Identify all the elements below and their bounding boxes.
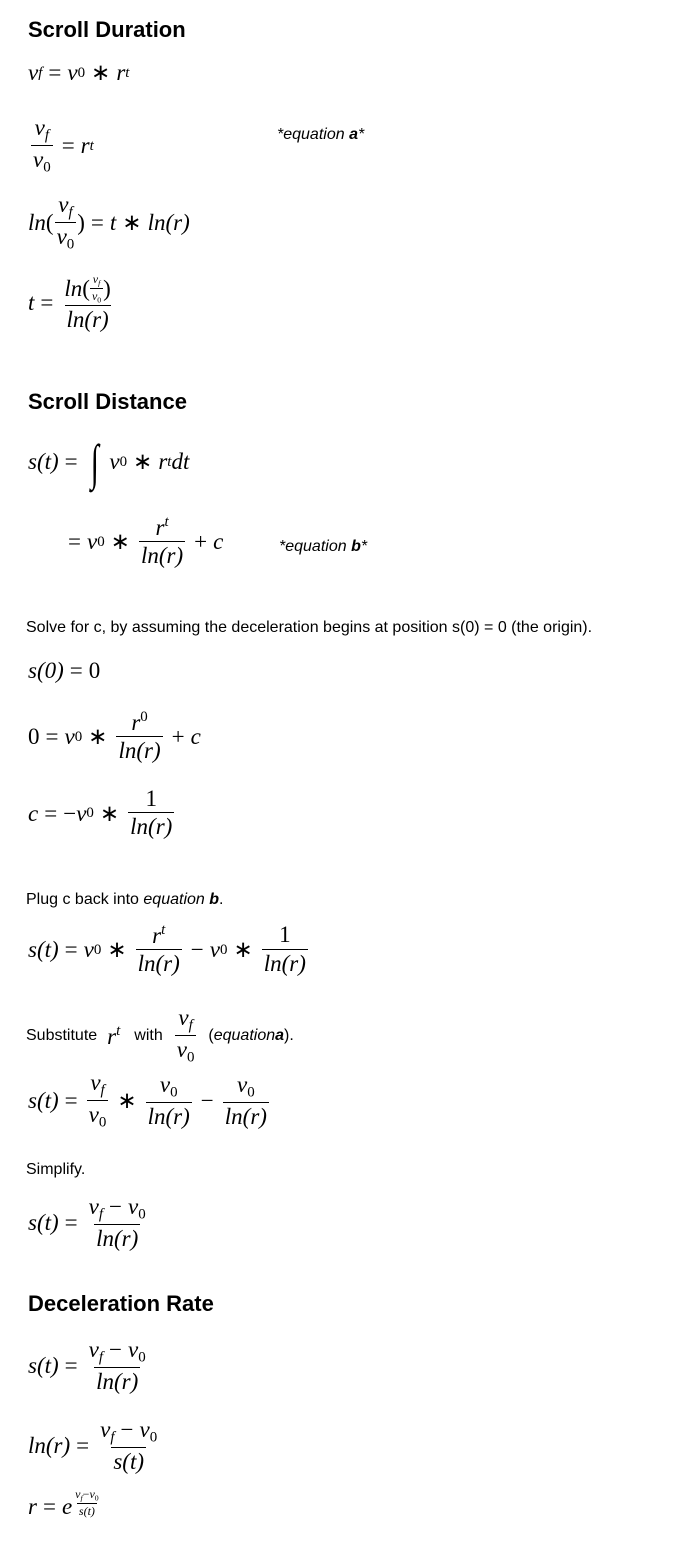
- section-title-scroll-duration: Scroll Duration: [28, 17, 186, 42]
- equation-c-solved: c = − v 0 ∗ $\frac{1}{\ln(r)}$: [28, 786, 173, 840]
- equation-s-simplified: s(t) = $\frac{v_f - v_0}{\ln(r)}$: [28, 1194, 146, 1251]
- equation-s-substituted: s(t) = $\frac{v_f}{v_0}$ ∗ $\frac{v_0}{\ln(r)}$ − $\frac{v_0}{\ln(r)}$: [28, 1070, 267, 1131]
- equation-ln-ratio: ln ( $\frac{v_f}{v_0}$ ) = t ∗ ln(r): [28, 192, 190, 253]
- equation-a-label: *equation a*: [277, 126, 365, 143]
- substitute-text: Substitute $r^t$ with $\frac{v_f}{v_0}$ ( equation a ).: [26, 1005, 294, 1066]
- equation-b-label: *equation b*: [279, 538, 368, 555]
- simplify-text: Simplify.: [26, 1161, 86, 1178]
- equation-t-solved: t = ln ( $\frac{v_f}{v_0}$ ) ln(r): [28, 272, 111, 332]
- section-title-scroll-distance: Scroll Distance: [28, 389, 187, 414]
- equation-vf-definition: v f = v 0 ∗ r t: [28, 60, 130, 85]
- plug-c-text: Plug c back into equation b.: [26, 891, 224, 908]
- solve-for-c-text: Solve for c, by assuming the deceleration begins at position s(0) = 0 (the origin).: [26, 619, 593, 636]
- equation-r-solved: r = e $\frac{v_f-v_0}{s(t)}$: [28, 1487, 99, 1519]
- equation-s-restated: s(t) = $\frac{v_f - v_0}{\ln(r)}$: [28, 1337, 146, 1394]
- equation-c-zero: 0 = v 0 ∗ $\frac{r^0}{\ln(r)}$ + c: [28, 709, 201, 764]
- equation-s-plugged: s(t) = v 0 ∗ $\frac{r^t}{\ln(r)}$ − v 0 ∗ $\frac{1}{\ln(r)}$: [28, 922, 306, 977]
- equation-ln-r: ln(r) = $\frac{v_f - v_0}{s(t)}$: [28, 1417, 158, 1474]
- section-title-deceleration-rate: Deceleration Rate: [28, 1291, 214, 1316]
- equation-s0: s(0) = 0: [28, 658, 101, 683]
- equation-a: $\frac{v_f}{v_0}$ = r t: [33, 115, 94, 176]
- equation-b: = v 0 ∗ $\frac{r^t}{\ln(r)}$ + c: [68, 514, 224, 569]
- equation-integral: s(t) = ∫ v 0 ∗ r t dt: [28, 434, 190, 490]
